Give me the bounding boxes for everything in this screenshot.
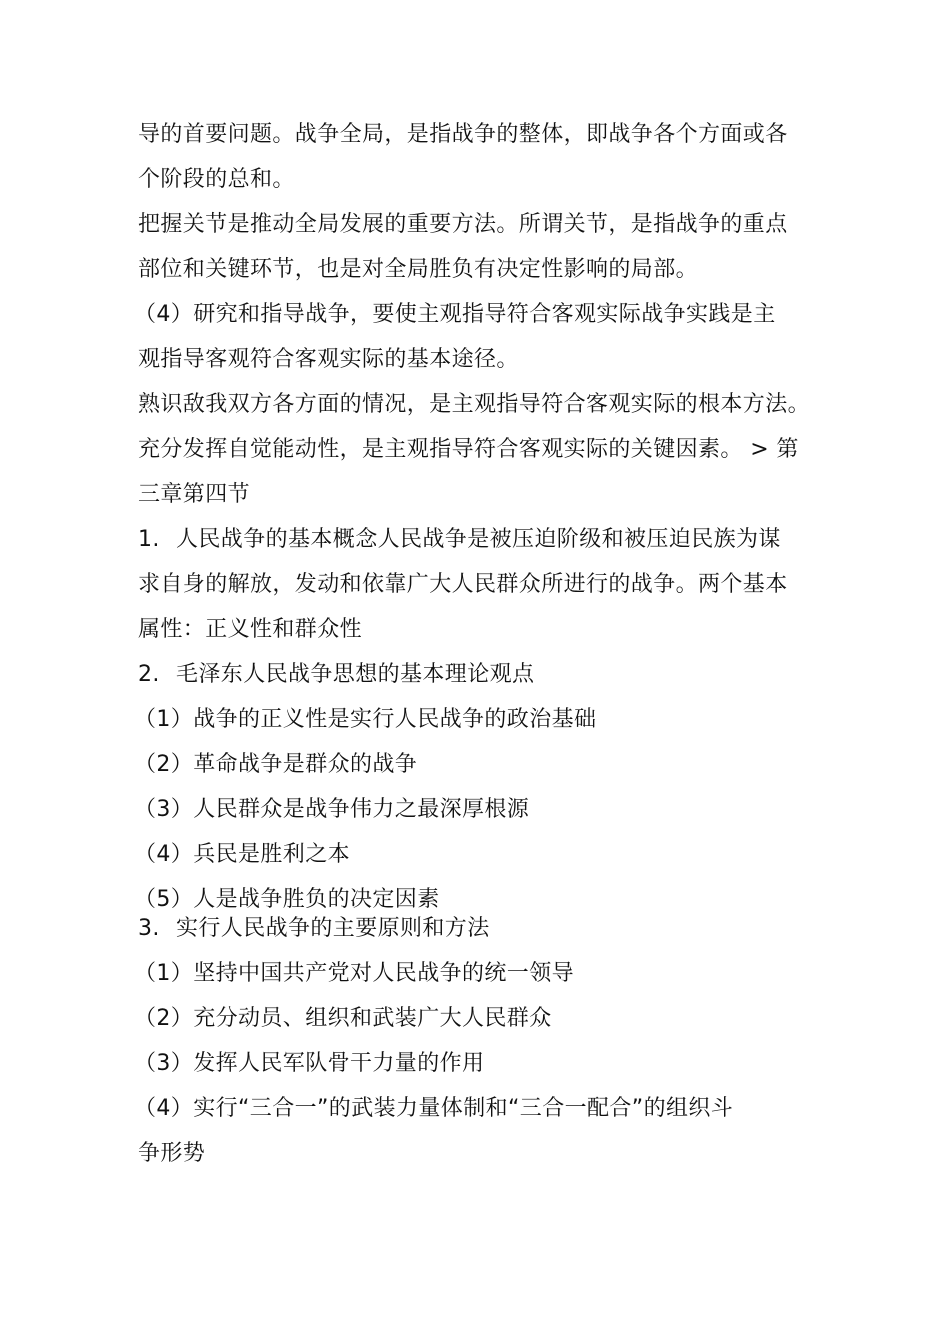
numbered-item-2 [138, 652, 838, 697]
paragraph-line: 导的首要问题。战争全局，是指战争的整体，即战争各个方面或各 [138, 122, 788, 147]
paragraph-line: 充分发挥自觉能动性，是主观指导符合客观实际的关键因素。 > 第 [138, 437, 799, 462]
paragraph-line: 属性：正义性和群众性 [138, 617, 363, 642]
numbered-item-text: 毛泽东人民战争思想的基本理论观点 [176, 662, 535, 687]
document-body [134, 112, 838, 1176]
paragraph-line: 部位和关键环节，也是对全局胜负有决定性影响的局部。 [138, 257, 699, 282]
list-number: 2. [138, 662, 160, 687]
numbered-item-text: 实行人民战争的主要原则和方法 [176, 916, 490, 941]
numbered-item-1 [138, 517, 838, 562]
paragraph-line: 争形势 [138, 1141, 206, 1166]
sub-item: （2）充分动员、组织和武装广大人民群众 [134, 1006, 552, 1031]
list-number: 3. [138, 916, 160, 941]
sub-item: （3）发挥人民军队骨干力量的作用 [134, 1051, 485, 1076]
numbered-item-3 [138, 906, 838, 951]
sub-item: （1）战争的正义性是实行人民战争的政治基础 [134, 707, 597, 732]
paragraph-line: 把握关节是推动全局发展的重要方法。所谓关节，是指战争的重点 [138, 212, 788, 237]
sub-item: （1）坚持中国共产党对人民战争的统一领导 [134, 961, 574, 986]
sub-item: （2）革命战争是群众的战争 [134, 752, 418, 777]
section-heading: 三章第四节 [138, 482, 251, 507]
sub-item: （5）人是战争胜负的决定因素 [134, 887, 440, 912]
sub-item: （4）实行“三合一”的武装力量体制和“三合一配合”的组织斗 [134, 1096, 734, 1121]
paragraph-line: 求自身的解放，发动和依靠广大人民群众所进行的战争。两个基本 [138, 572, 788, 597]
numbered-item-text: 人民战争的基本概念人民战争是被压迫阶级和被压迫民族为谋 [176, 527, 781, 552]
sub-item: （4）兵民是胜利之本 [134, 842, 350, 867]
paragraph-line: 熟识敌我双方各方面的情况，是主观指导符合客观实际的根本方法。 [138, 392, 811, 417]
paragraph-line: 观指导客观符合客观实际的基本途径。 [138, 347, 519, 372]
paragraph-line: （4）研究和指导战争，要使主观指导符合客观实际战争实践是主 [134, 302, 776, 327]
paragraph-line: 个阶段的总和。 [138, 167, 295, 192]
list-number: 1. [138, 527, 160, 552]
sub-item: （3）人民群众是战争伟力之最深厚根源 [134, 797, 530, 822]
